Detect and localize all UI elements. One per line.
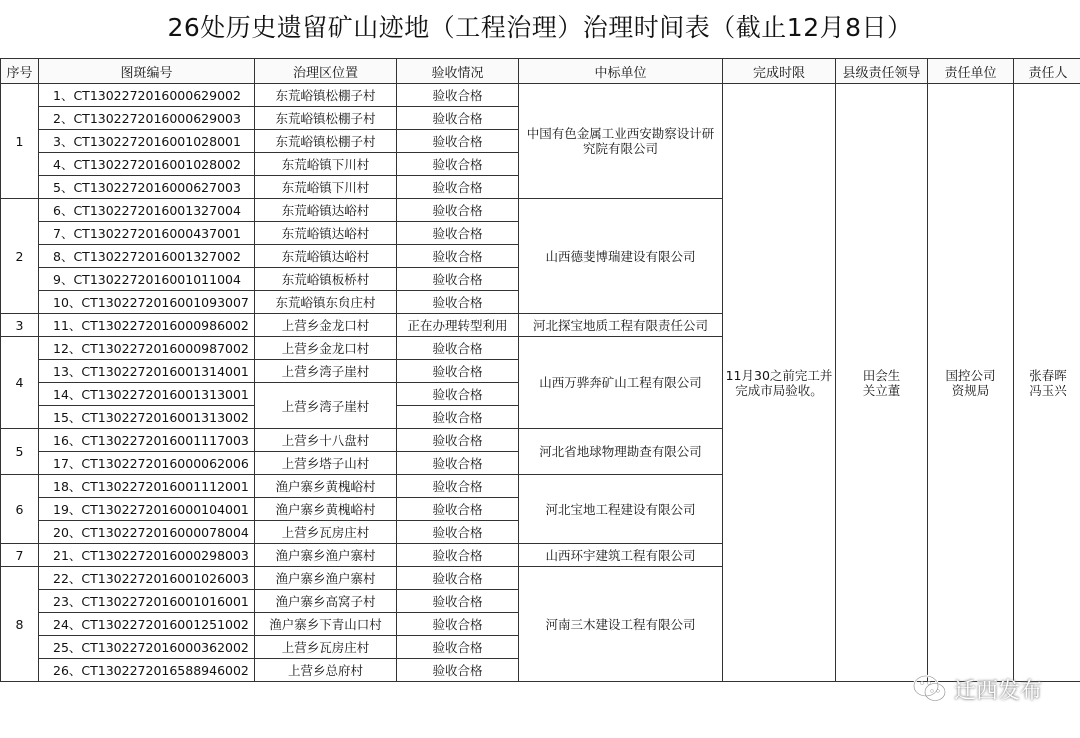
patch-code: 5、CT1302272016000627003: [39, 176, 255, 199]
wechat-icon: [912, 674, 948, 704]
page-title: 26处历史遗留矿山迹地（工程治理）治理时间表（截止12月8日）: [167, 13, 913, 42]
location-cell: 渔户寨乡渔户寨村: [255, 544, 397, 567]
acceptance-cell: 验收合格: [397, 544, 519, 567]
contractor-cell: 河北探宝地质工程有限责任公司: [519, 314, 723, 337]
patch-code: 19、CT1302272016000104001: [39, 498, 255, 521]
acceptance-cell: 验收合格: [397, 383, 519, 406]
deadline-text: 11月30之前完工并完成市局验收。: [725, 367, 833, 398]
location-cell: 上营乡金龙口村: [255, 314, 397, 337]
dept-name: 资规局: [951, 382, 990, 398]
patch-code: 14、CT1302272016001313001: [39, 383, 255, 406]
location-cell: 东荒峪镇松棚子村: [255, 84, 397, 107]
location-cell: 渔户寨乡黄槐峪村: [255, 475, 397, 498]
contractor-cell: 山西万骅奔矿山工程有限公司: [519, 337, 723, 429]
patch-code: 18、CT1302272016001112001: [39, 475, 255, 498]
acceptance-cell: 验收合格: [397, 268, 519, 291]
watermark: [912, 672, 1042, 706]
location-cell: 东荒峪镇松棚子村: [255, 107, 397, 130]
header-acceptance: 验收情况: [397, 59, 519, 84]
contractor-cell: 河北省地球物理勘查有限公司: [519, 429, 723, 475]
acceptance-cell: 验收合格: [397, 590, 519, 613]
location-cell: 上营乡瓦房庄村: [255, 521, 397, 544]
acceptance-cell: 验收合格: [397, 475, 519, 498]
dept-name: 国控公司: [945, 367, 996, 383]
location-cell: 渔户寨乡下青山口村: [255, 613, 397, 636]
acceptance-cell: 验收合格: [397, 452, 519, 475]
group-seq: 7: [1, 544, 39, 567]
location-cell: 东荒峪镇达峪村: [255, 245, 397, 268]
header-deadline: 完成时限: [723, 59, 836, 84]
patch-code: 16、CT1302272016001117003: [39, 429, 255, 452]
group-seq: 4: [1, 337, 39, 429]
acceptance-cell: 验收合格: [397, 567, 519, 590]
acceptance-cell: 验收合格: [397, 636, 519, 659]
acceptance-cell: 验收合格: [397, 659, 519, 682]
header-contractor: 中标单位: [519, 59, 723, 84]
person-name: 张春晖: [1029, 367, 1067, 383]
location-cell: 东荒峪镇松棚子村: [255, 130, 397, 153]
header-leader: 县级责任领导: [836, 59, 928, 84]
contractor-cell: 山西环宇建筑工程有限公司: [519, 544, 723, 567]
patch-code: 12、CT1302272016000987002: [39, 337, 255, 360]
contractor-cell: 山西德斐博瑞建设有限公司: [519, 199, 723, 314]
patch-code: 11、CT1302272016000986002: [39, 314, 255, 337]
acceptance-cell: 验收合格: [397, 199, 519, 222]
location-cell: 上营乡塔子山村: [255, 452, 397, 475]
location-cell: 东荒峪镇下川村: [255, 153, 397, 176]
header-person: 责任人: [1014, 59, 1080, 84]
acceptance-cell: 验收合格: [397, 291, 519, 314]
watermark-text: 迁西发布: [953, 678, 1042, 704]
location-cell: 上营乡十八盘村: [255, 429, 397, 452]
location-cell: 上营乡湾子崖村: [255, 360, 397, 383]
acceptance-cell: 验收合格: [397, 107, 519, 130]
location-cell: 上营乡金龙口村: [255, 337, 397, 360]
acceptance-cell: 正在办理转型利用: [397, 314, 519, 337]
contractor-cell: 河南三木建设工程有限公司: [519, 567, 723, 682]
schedule-table: [0, 58, 1080, 682]
leader-name: 关立董: [862, 382, 901, 398]
patch-code: 13、CT1302272016001314001: [39, 360, 255, 383]
location-cell: 东荒峪镇东贠庄村: [255, 291, 397, 314]
acceptance-cell: 验收合格: [397, 521, 519, 544]
patch-code: 8、CT1302272016001327002: [39, 245, 255, 268]
patch-code: 6、CT1302272016001327004: [39, 199, 255, 222]
leader-name: 田会生: [862, 367, 901, 383]
location-cell: 上营乡瓦房庄村: [255, 636, 397, 659]
header-seq: 序号: [1, 59, 39, 84]
acceptance-cell: 验收合格: [397, 222, 519, 245]
patch-code: 1、CT1302272016000629002: [39, 84, 255, 107]
group-seq: 1: [1, 84, 39, 199]
location-cell: 东荒峪镇达峪村: [255, 222, 397, 245]
patch-code: 3、CT1302272016001028001: [39, 130, 255, 153]
table-row: [1, 84, 1080, 107]
location-cell: 渔户寨乡高窝子村: [255, 590, 397, 613]
acceptance-cell: 验收合格: [397, 337, 519, 360]
acceptance-cell: 验收合格: [397, 406, 519, 429]
group-seq: 5: [1, 429, 39, 475]
contractor-cell: 河北宝地工程建设有限公司: [519, 475, 723, 544]
location-cell: 渔户寨乡黄槐峪村: [255, 498, 397, 521]
patch-code: 23、CT1302272016001016001: [39, 590, 255, 613]
deadline-cell: [723, 84, 836, 682]
acceptance-cell: 验收合格: [397, 613, 519, 636]
location-cell: 东荒峪镇下川村: [255, 176, 397, 199]
patch-code: 22、CT1302272016001026003: [39, 567, 255, 590]
dept-cell: [928, 84, 1014, 682]
leader-cell: [836, 84, 928, 682]
acceptance-cell: 验收合格: [397, 176, 519, 199]
header-patch-no: 图斑编号: [39, 59, 255, 84]
location-cell: 上营乡湾子崖村: [255, 383, 397, 429]
location-cell: 东荒峪镇达峪村: [255, 199, 397, 222]
group-seq: 8: [1, 567, 39, 682]
patch-code: 9、CT1302272016001011004: [39, 268, 255, 291]
person-cell: [1014, 84, 1080, 682]
contractor-cell: 中国有色金属工业西安勘察设计研究院有限公司: [519, 84, 723, 199]
header-row: [1, 59, 1080, 84]
location-cell: 东荒峪镇板桥村: [255, 268, 397, 291]
patch-code: 24、CT1302272016001251002: [39, 613, 255, 636]
patch-code: 10、CT1302272016001093007: [39, 291, 255, 314]
acceptance-cell: 验收合格: [397, 245, 519, 268]
group-seq: 3: [1, 314, 39, 337]
patch-code: 25、CT1302272016000362002: [39, 636, 255, 659]
acceptance-cell: 验收合格: [397, 498, 519, 521]
patch-code: 17、CT1302272016000062006: [39, 452, 255, 475]
acceptance-cell: 验收合格: [397, 360, 519, 383]
acceptance-cell: 验收合格: [397, 84, 519, 107]
location-cell: 上营乡总府村: [255, 659, 397, 682]
patch-code: 21、CT1302272016000298003: [39, 544, 255, 567]
patch-code: 15、CT1302272016001313002: [39, 406, 255, 429]
location-cell: 渔户寨乡渔户寨村: [255, 567, 397, 590]
header-location: 治理区位置: [255, 59, 397, 84]
group-seq: 2: [1, 199, 39, 314]
patch-code: 2、CT1302272016000629003: [39, 107, 255, 130]
group-seq: 6: [1, 475, 39, 544]
patch-code: 20、CT1302272016000078004: [39, 521, 255, 544]
acceptance-cell: 验收合格: [397, 153, 519, 176]
person-name: 冯玉兴: [1029, 382, 1067, 398]
patch-code: 4、CT1302272016001028002: [39, 153, 255, 176]
patch-code: 26、CT1302272016588946002: [39, 659, 255, 682]
header-dept: 责任单位: [928, 59, 1014, 84]
acceptance-cell: 验收合格: [397, 429, 519, 452]
acceptance-cell: 验收合格: [397, 130, 519, 153]
patch-code: 7、CT1302272016000437001: [39, 222, 255, 245]
